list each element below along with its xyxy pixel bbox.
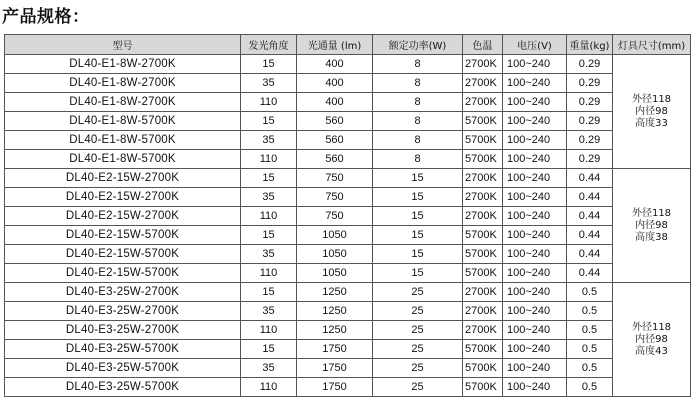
size-line: 高度33	[635, 117, 668, 129]
cell-angle: 110	[241, 150, 297, 169]
table-row	[5, 245, 691, 264]
cell-lumen: 750	[297, 207, 373, 226]
cell-angle: 15	[241, 169, 297, 188]
cell-model: DL40-E3-25W-2700K	[5, 321, 241, 340]
cell-lumen: 1250	[297, 302, 373, 321]
cell-angle: 35	[241, 74, 297, 93]
cell-weight: 0.5	[567, 359, 613, 378]
cell-cct: 5700K	[463, 112, 503, 131]
cell-weight: 0.29	[567, 74, 613, 93]
cell-power: 8	[373, 93, 463, 112]
cell-model: DL40-E2-15W-5700K	[5, 226, 241, 245]
header-power: 额定功率(W)	[373, 35, 463, 55]
cell-lumen: 560	[297, 112, 373, 131]
size-line: 高度43	[635, 345, 668, 357]
cell-weight: 0.44	[567, 188, 613, 207]
cell-weight: 0.5	[567, 283, 613, 302]
cell-weight: 0.44	[567, 169, 613, 188]
cell-cct: 2700K	[463, 93, 503, 112]
cell-power: 15	[373, 226, 463, 245]
size-line: 外径118	[631, 93, 672, 105]
cell-angle: 110	[241, 321, 297, 340]
cell-model: DL40-E2-15W-2700K	[5, 207, 241, 226]
cell-cct: 2700K	[463, 169, 503, 188]
cell-cct: 2700K	[463, 188, 503, 207]
cell-angle: 110	[241, 378, 297, 397]
cell-power: 25	[373, 340, 463, 359]
table-row	[5, 112, 691, 131]
table-row	[5, 188, 691, 207]
cell-cct: 5700K	[463, 131, 503, 150]
cell-lumen: 400	[297, 55, 373, 74]
cell-lumen: 1750	[297, 359, 373, 378]
cell-angle: 35	[241, 359, 297, 378]
header-angle: 发光角度	[241, 35, 297, 55]
cell-lumen: 750	[297, 188, 373, 207]
cell-angle: 15	[241, 340, 297, 359]
cell-weight: 0.44	[567, 226, 613, 245]
cell-weight: 0.5	[567, 302, 613, 321]
cell-voltage: 100~240	[503, 302, 567, 321]
cell-angle: 35	[241, 188, 297, 207]
size-line: 内径98	[635, 333, 668, 345]
cell-voltage: 100~240	[503, 340, 567, 359]
cell-cct: 5700K	[463, 359, 503, 378]
cell-lumen: 1050	[297, 226, 373, 245]
cell-power: 25	[373, 302, 463, 321]
cell-model: DL40-E3-25W-5700K	[5, 378, 241, 397]
cell-voltage: 100~240	[503, 150, 567, 169]
cell-voltage: 100~240	[503, 112, 567, 131]
cell-weight: 0.5	[567, 340, 613, 359]
cell-model: DL40-E2-15W-5700K	[5, 245, 241, 264]
cell-voltage: 100~240	[503, 283, 567, 302]
cell-model: DL40-E3-25W-2700K	[5, 302, 241, 321]
cell-weight: 0.44	[567, 245, 613, 264]
cell-power: 8	[373, 74, 463, 93]
cell-voltage: 100~240	[503, 55, 567, 74]
cell-voltage: 100~240	[503, 245, 567, 264]
cell-cct: 2700K	[463, 302, 503, 321]
cell-power: 25	[373, 378, 463, 397]
cell-power: 15	[373, 245, 463, 264]
cell-weight: 0.5	[567, 378, 613, 397]
cell-lumen: 1050	[297, 264, 373, 283]
cell-size	[613, 169, 691, 283]
cell-voltage: 100~240	[503, 264, 567, 283]
cell-angle: 110	[241, 207, 297, 226]
table-row	[5, 131, 691, 150]
cell-model: DL40-E2-15W-5700K	[5, 264, 241, 283]
cell-power: 15	[373, 264, 463, 283]
spec-table	[4, 34, 691, 397]
table-row	[5, 340, 691, 359]
table-row	[5, 169, 691, 188]
cell-model: DL40-E1-8W-2700K	[5, 93, 241, 112]
table-row	[5, 55, 691, 74]
table-row	[5, 359, 691, 378]
cell-model: DL40-E2-15W-2700K	[5, 188, 241, 207]
cell-angle: 35	[241, 131, 297, 150]
cell-power: 8	[373, 55, 463, 74]
cell-power: 8	[373, 131, 463, 150]
cell-cct: 5700K	[463, 378, 503, 397]
cell-model: DL40-E1-8W-2700K	[5, 55, 241, 74]
header-voltage: 电压(V)	[503, 35, 567, 55]
header-cct: 色温	[463, 35, 503, 55]
cell-model: DL40-E3-25W-5700K	[5, 359, 241, 378]
cell-model: DL40-E1-8W-5700K	[5, 131, 241, 150]
cell-power: 15	[373, 188, 463, 207]
cell-cct: 5700K	[463, 150, 503, 169]
cell-angle: 15	[241, 283, 297, 302]
cell-voltage: 100~240	[503, 359, 567, 378]
size-line: 外径118	[631, 207, 672, 219]
cell-cct: 2700K	[463, 321, 503, 340]
cell-model: DL40-E3-25W-5700K	[5, 340, 241, 359]
cell-cct: 2700K	[463, 283, 503, 302]
header-size: 灯具尺寸(mm)	[613, 35, 691, 55]
table-row	[5, 283, 691, 302]
cell-cct: 5700K	[463, 340, 503, 359]
cell-lumen: 400	[297, 93, 373, 112]
cell-angle: 15	[241, 55, 297, 74]
cell-lumen: 560	[297, 150, 373, 169]
header-model: 型号	[5, 35, 241, 55]
size-line: 高度38	[635, 231, 668, 243]
cell-weight: 0.29	[567, 112, 613, 131]
cell-weight: 0.29	[567, 131, 613, 150]
cell-voltage: 100~240	[503, 131, 567, 150]
cell-weight: 0.29	[567, 93, 613, 112]
cell-model: DL40-E1-8W-2700K	[5, 74, 241, 93]
cell-voltage: 100~240	[503, 188, 567, 207]
cell-angle: 15	[241, 226, 297, 245]
size-line: 内径98	[635, 219, 668, 231]
cell-size	[613, 55, 691, 169]
cell-weight: 0.29	[567, 150, 613, 169]
table-body	[5, 55, 691, 397]
cell-voltage: 100~240	[503, 207, 567, 226]
cell-angle: 110	[241, 93, 297, 112]
cell-power: 25	[373, 283, 463, 302]
cell-voltage: 100~240	[503, 93, 567, 112]
cell-weight: 0.5	[567, 321, 613, 340]
cell-power: 8	[373, 112, 463, 131]
cell-power: 25	[373, 359, 463, 378]
size-line: 内径98	[635, 105, 668, 117]
table-row	[5, 74, 691, 93]
header-weight: 重量(kg)	[567, 35, 613, 55]
table-row	[5, 264, 691, 283]
cell-weight: 0.29	[567, 55, 613, 74]
table-header-row	[5, 35, 691, 55]
cell-power: 15	[373, 207, 463, 226]
cell-power: 8	[373, 150, 463, 169]
cell-lumen: 1250	[297, 321, 373, 340]
cell-cct: 5700K	[463, 226, 503, 245]
cell-voltage: 100~240	[503, 378, 567, 397]
cell-angle: 35	[241, 245, 297, 264]
cell-lumen: 1750	[297, 378, 373, 397]
cell-power: 25	[373, 321, 463, 340]
cell-voltage: 100~240	[503, 226, 567, 245]
cell-cct: 2700K	[463, 55, 503, 74]
cell-lumen: 560	[297, 131, 373, 150]
cell-cct: 5700K	[463, 264, 503, 283]
cell-model: DL40-E1-8W-5700K	[5, 150, 241, 169]
table-row	[5, 378, 691, 397]
cell-cct: 2700K	[463, 74, 503, 93]
cell-voltage: 100~240	[503, 321, 567, 340]
cell-size	[613, 283, 691, 397]
cell-cct: 2700K	[463, 207, 503, 226]
table-row	[5, 93, 691, 112]
table-row	[5, 207, 691, 226]
cell-lumen: 750	[297, 169, 373, 188]
table-row	[5, 150, 691, 169]
cell-voltage: 100~240	[503, 74, 567, 93]
cell-model: DL40-E2-15W-2700K	[5, 169, 241, 188]
cell-model: DL40-E1-8W-5700K	[5, 112, 241, 131]
size-line: 外径118	[631, 321, 672, 333]
cell-angle: 15	[241, 112, 297, 131]
cell-power: 15	[373, 169, 463, 188]
cell-lumen: 400	[297, 74, 373, 93]
cell-cct: 5700K	[463, 245, 503, 264]
cell-lumen: 1750	[297, 340, 373, 359]
cell-model: DL40-E3-25W-2700K	[5, 283, 241, 302]
cell-angle: 35	[241, 302, 297, 321]
cell-weight: 0.44	[567, 264, 613, 283]
table-row	[5, 226, 691, 245]
table-row	[5, 302, 691, 321]
cell-lumen: 1250	[297, 283, 373, 302]
cell-angle: 110	[241, 264, 297, 283]
cell-voltage: 100~240	[503, 169, 567, 188]
cell-lumen: 1050	[297, 245, 373, 264]
header-lumen: 光通量 (lm)	[297, 35, 373, 55]
page-title: 产品规格：	[2, 7, 90, 27]
table-row	[5, 321, 691, 340]
cell-weight: 0.44	[567, 207, 613, 226]
